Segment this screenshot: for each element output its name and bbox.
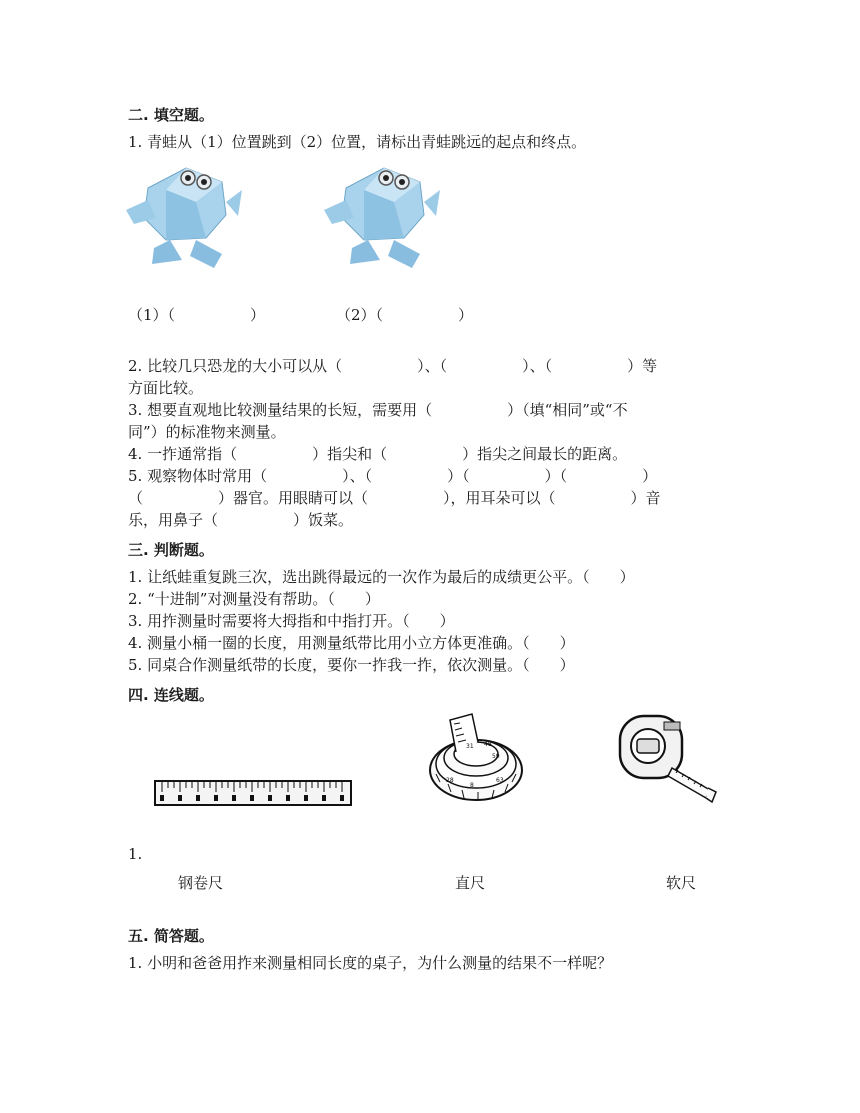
question-text: 5. 观察物体时常用（ ）、（ ）（ ）（ ） (128, 467, 658, 485)
question-text: 3. 用拃测量时需要将大拇指和中指打开。（ ） (128, 612, 455, 630)
section-title-short-answer: 五. 简答题。 (128, 927, 214, 945)
question-text: 1. 让纸蛙重复跳三次，选出跳得最远的一次作为最后的成绩更公平。（ ） (128, 568, 635, 586)
question-text: （ ）器官。用眼睛可以（ ），用耳朵可以（ ）音 (128, 489, 661, 507)
soft-tape-measure-image (426, 712, 526, 806)
match-label-steel-tape[interactable]: 钢卷尺 (178, 874, 224, 892)
question-text: 2. 比较几只恐龙的大小可以从（ ）、（ ）、（ ）等 (128, 357, 658, 375)
matching-question-number: 1. (128, 845, 143, 863)
svg-text:59: 59 (492, 753, 500, 760)
question-text: 3. 想要直观地比较测量结果的长短，需要用（ ）（填“相同”或“不 (128, 401, 628, 419)
question-text: 4. 一拃通常指（ ）指尖和（ ）指尖之间最长的距离。 (128, 445, 628, 463)
section-title-true-false: 三. 判断题。 (128, 541, 214, 559)
svg-text:63: 63 (496, 777, 504, 784)
question-text: 1. 小明和爸爸用拃来测量相同长度的桌子，为什么测量的结果不一样呢？ (128, 954, 613, 972)
question-text: 乐，用鼻子（ ）饭菜。 (128, 511, 354, 529)
svg-text:48: 48 (484, 741, 492, 748)
svg-text:8: 8 (470, 782, 474, 789)
question-text: 2. “十进制”对测量没有帮助。（ ） (128, 590, 380, 608)
paper-frog-image-2 (324, 160, 444, 270)
steel-tape-measure-image (612, 710, 722, 810)
svg-text:28: 28 (446, 777, 454, 784)
question-text: 4. 测量小桶一圈的长度，用测量纸带比用小立方体更准确。（ ） (128, 634, 575, 652)
question-text: 1. 青蛙从（1）位置跳到（2）位置，请标出青蛙跳远的起点和终点。 (128, 133, 587, 151)
match-label-soft-tape[interactable]: 软尺 (666, 874, 697, 892)
section-title-matching: 四. 连线题。 (128, 686, 214, 704)
section-title-fill-blank: 二. 填空题。 (128, 106, 214, 124)
question-text: 方面比较。 (128, 379, 204, 397)
svg-text:31: 31 (466, 743, 474, 750)
frog-position-1-blank[interactable]: （1）（ ） (128, 306, 266, 324)
question-text: 5. 同桌合作测量纸带的长度，要你一拃我一拃，依次测量。（ ） (128, 656, 575, 674)
paper-frog-image-1 (126, 160, 246, 270)
match-label-ruler[interactable]: 直尺 (455, 874, 486, 892)
straight-ruler-image (154, 780, 352, 806)
frog-position-2-blank[interactable]: （2）（ ） (336, 306, 474, 324)
question-text: 同”）的标准物来测量。 (128, 423, 286, 441)
